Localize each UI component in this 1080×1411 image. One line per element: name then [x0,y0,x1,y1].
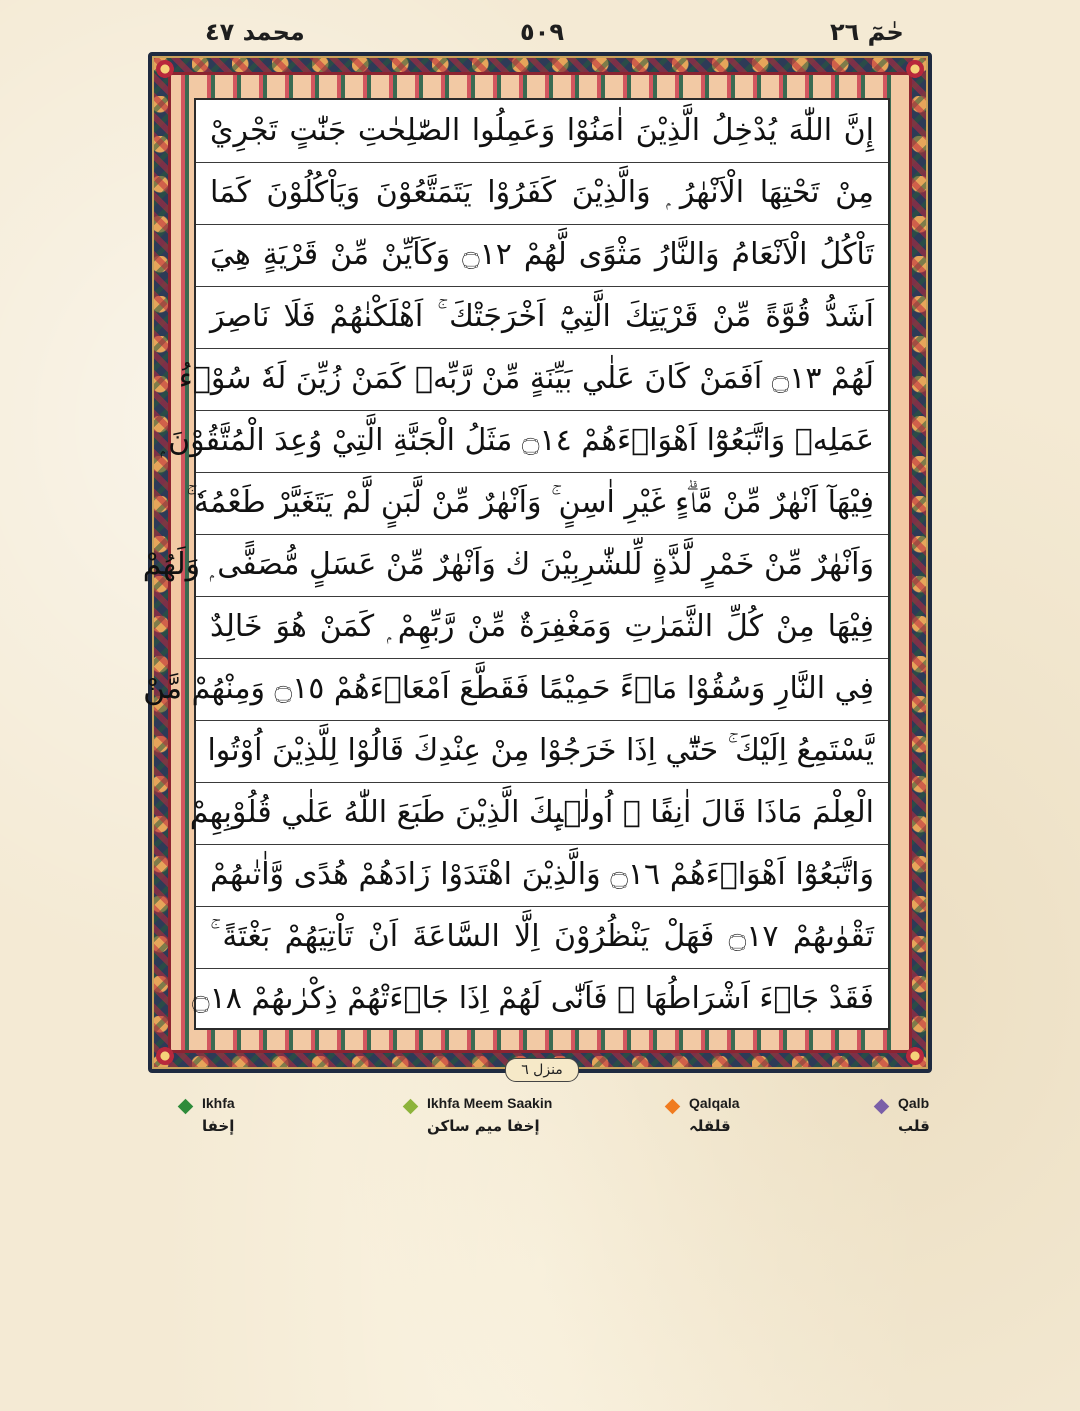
surah-label: محمد ٤٧ [205,18,305,46]
corner-ornament-icon [156,1047,174,1065]
verse-line-15: فَقَدْ جَاۗءَ اَشْرَاطُهَا ۚ فَاَنّٰى لَهُمْ اِذَا جَاۗءَتْهُمْ ذِكْرٰىهُمْ ۝١٨ [192,981,874,1016]
verse-line-3: تَاْكُلُ الْاَنْعَامُ وَالنَّارُ مَثْوًى لَّهُمْ ۝١٢ وَكَاَيِّنْ مِّنْ قَرْيَةٍ هِيَ [210,237,874,272]
verse-line-9: فِيْهَا مِنْ كُلِّ الثَّمَرٰتِ وَمَغْفِرَةٌ مِّنْ رَّبِّهِمْ ۭ كَمَنْ هُوَ خَالِدٌ [210,609,874,644]
corner-ornament-icon [156,60,174,78]
verse-line-10: فِي النَّارِ وَسُقُوْا مَاۗءً حَمِيْمًا فَقَطَّعَ اَمْعَاۗءَهُمْ ۝١٥ وَمِنْهُمْ مَّنْ [143,671,874,706]
verse-line-13: وَاتَّبَعُوْٓا اَهْوَاۗءَهُمْ ۝١٦ وَالَّذِيْنَ اهْتَدَوْا زَادَهُمْ هُدًى وَّاٰتٰىهُمْ [210,857,874,892]
tajweed-legend [0,1095,1080,1155]
legend-english-label: Qalb [898,1095,930,1111]
diamond-icon [403,1099,419,1115]
verse-panel [142,98,890,1030]
verse-line-1: إِنَّ اللّٰهَ يُدْخِلُ الَّذِيْنَ اٰمَنُوْا وَعَمِلُوا الصّٰلِحٰتِ جَنّٰتٍ تَجْرِيْ [210,113,874,148]
verse-line-5: لَهُمْ ۝١٣ اَفَمَنْ كَانَ عَلٰي بَيِّنَةٍ مِّنْ رَّبِّهٖ كَمَنْ زُيِّنَ لَهٗ سُوْۗءُ [178,361,874,396]
diamond-icon [665,1099,681,1115]
verse-line-11: يَّسْتَمِعُ اِلَيْكَ ۚ حَتّٰٓي اِذَا خَرَجُوْا مِنْ عِنْدِكَ قَالُوْا لِلَّذِيْنَ اُوْتُوا [207,733,874,768]
page-header [0,0,1080,52]
legend-english-label: Qalqala [689,1095,740,1111]
diamond-icon [874,1099,890,1115]
manzil-marker: منزل ٦ [505,1058,579,1082]
legend-urdu-label: قلقلہ [689,1117,731,1135]
verse-line-8: وَاَنْهٰرٌ مِّنْ خَمْرٍ لَّذَّةٍ لِّلشّٰرِبِيْنَ ڬ وَاَنْهٰرٌ مِّنْ عَسَلٍ مُّصَفًّى ۭ وَلَهُمْ [142,547,874,582]
verse-line-14: تَقْوٰىهُمْ ۝١٧ فَهَلْ يَنْظُرُوْنَ اِلَّا السَّاعَةَ اَنْ تَاْتِيَهُمْ بَغْتَةً ۚ [210,919,874,954]
diamond-icon [178,1099,194,1115]
corner-ornament-icon [906,60,924,78]
verse-line-12: الْعِلْمَ مَاذَا قَالَ اٰنِفًا ۣ اُولٰۗىِٕكَ الَّذِيْنَ طَبَعَ اللّٰهُ عَلٰي قُلُوْبِهِمْ [189,795,874,830]
legend-urdu-label: إخفا [202,1117,235,1135]
page-number: ٥٠٩ [520,18,564,46]
corner-ornament-icon [906,1047,924,1065]
legend-english-label: Ikhfa Meem Saakin [427,1095,553,1111]
verse-line-6: عَمَلِهٖ وَاتَّبَعُوْٓا اَهْوَاۗءَهُمْ ۝١٤ مَثَلُ الْجَنَّةِ الَّتِيْ وُعِدَ الْمُتَّقُوْنَ ۭ [160,423,874,458]
legend-urdu-label: قلب [898,1117,930,1135]
juz-label: حٰمٓ ٢٦ [830,18,904,46]
verse-line-7: فِيْهَآ اَنْهٰرٌ مِّنْ مَّاۗءٍ غَيْرِ اٰسِنٍ ۚ وَاَنْهٰرٌ مِّنْ لَّبَنٍ لَّمْ يَتَغَيَّرْ طَعْمُهٗ ۚ [186,485,874,520]
verse-line-2: مِنْ تَحْتِهَا الْاَنْهٰرُ ۭ وَالَّذِيْنَ كَفَرُوْا يَتَمَتَّعُوْنَ وَيَاْكُلُوْنَ كَمَا [210,175,874,210]
legend-english-label: Ikhfa [202,1095,235,1111]
legend-urdu-label: إخفا میم ساکن [427,1117,540,1135]
verse-line-4: اَشَدُّ قُوَّةً مِّنْ قَرْيَتِكَ الَّتِيْٓ اَخْرَجَتْكَ ۚ اَهْلَكْنٰهُمْ فَلَا نَاصِرَ [210,299,874,334]
